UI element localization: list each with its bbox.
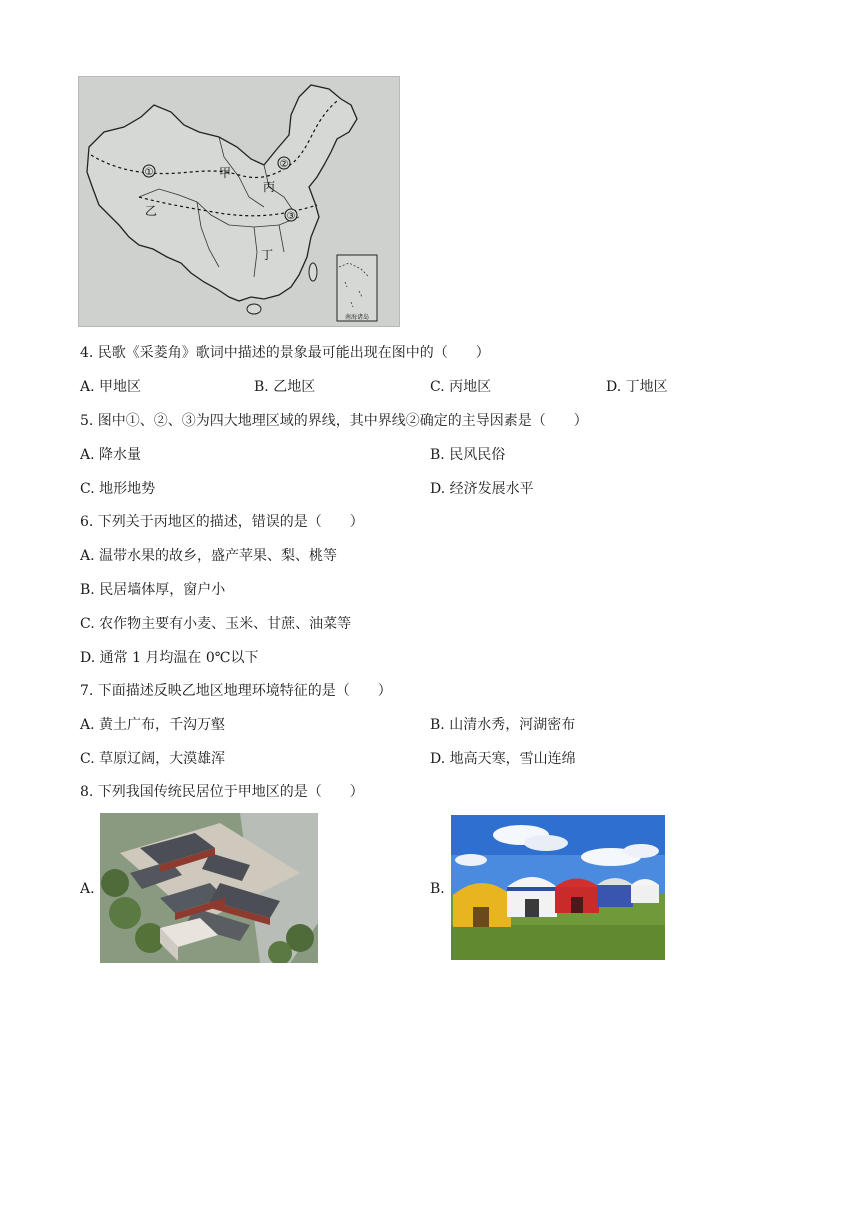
taiwan-island xyxy=(309,263,317,281)
question-8-stem: 8. 下列我国传统民居位于甲地区的是（ ） xyxy=(80,784,364,800)
question-7-option-d: D. 地高天寒，雪山连绵 xyxy=(430,751,576,767)
question-6-option-d: D. 通常 1 月均温在 0℃以下 xyxy=(80,650,259,666)
question-4-stem: 4. 民歌《采菱角》歌词中描述的景象最可能出现在图中的（ ） xyxy=(80,345,490,361)
region-label-jia: 甲 xyxy=(219,166,232,180)
question-4-option-d: D. 丁地区 xyxy=(606,379,668,395)
south-china-sea-inset xyxy=(337,255,377,321)
question-7-option-a: A. 黄土广布，千沟万壑 xyxy=(80,717,226,733)
question-5-option-d: D. 经济发展水平 xyxy=(430,481,534,497)
hainan-island xyxy=(247,304,261,314)
question-7-stem: 7. 下面描述反映乙地区地理环境特征的是（ ） xyxy=(80,683,392,699)
question-6-option-b: B. 民居墙体厚，窗户小 xyxy=(80,582,226,598)
question-5-option-b: B. 民风民俗 xyxy=(430,447,506,463)
region-label-yi: 乙 xyxy=(145,204,158,218)
question-4-option-b: B. 乙地区 xyxy=(254,379,316,395)
line-label-2: ② xyxy=(279,159,289,170)
question-5-stem: 5. 图中①、②、③为四大地理区域的界线，其中界线②确定的主导因素是（ ） xyxy=(80,413,588,429)
yurts-grassland-photo xyxy=(451,815,665,960)
question-6-stem: 6. 下列关于丙地区的描述，错误的是（ ） xyxy=(80,514,364,530)
map-drawing xyxy=(79,77,399,326)
question-8-option-b: B. xyxy=(430,881,445,897)
inset-label: 南海诸岛 xyxy=(344,314,370,321)
region-label-ding: 丁 xyxy=(261,248,274,262)
question-5-option-a: A. 降水量 xyxy=(80,447,142,463)
question-5-option-c: C. 地形地势 xyxy=(80,481,156,497)
question-6-option-c: C. 农作物主要有小麦、玉米、甘蔗、油菜等 xyxy=(80,616,352,632)
line-label-3: ③ xyxy=(286,211,296,222)
line-label-1: ① xyxy=(144,167,154,178)
question-7-option-b: B. 山清水秀，河湖密布 xyxy=(430,717,576,733)
question-8-option-a: A. xyxy=(80,881,95,897)
china-regions-map xyxy=(78,76,400,327)
question-4-option-c: C. 丙地区 xyxy=(430,379,492,395)
region-label-bing: 丙 xyxy=(263,180,276,194)
question-4-option-a: A. 甲地区 xyxy=(80,379,142,395)
question-7-option-c: C. 草原辽阔，大漠雄浑 xyxy=(80,751,226,767)
courtyard-house-photo xyxy=(100,813,318,963)
question-6-option-a: A. 温带水果的故乡，盛产苹果、梨、桃等 xyxy=(80,548,338,564)
